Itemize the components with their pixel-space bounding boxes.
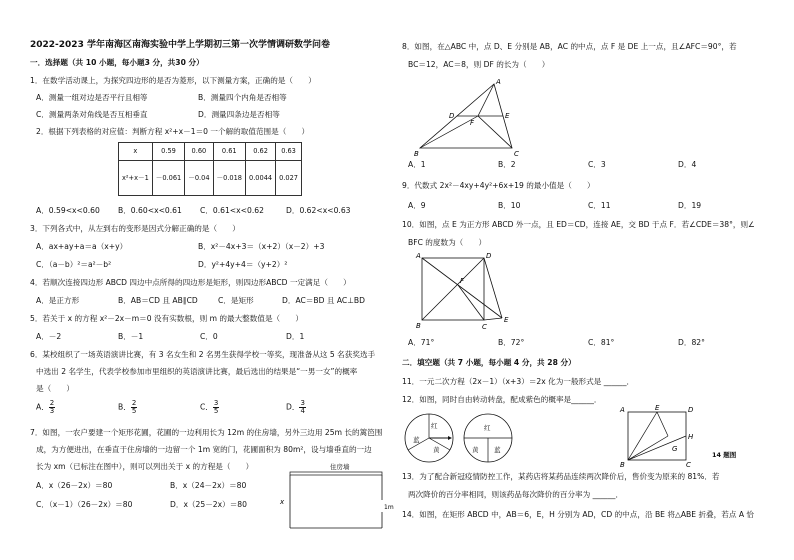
sector-blue-label: 蓝: [413, 436, 420, 444]
q3-stem: 3．下列各式中，从左到右的变形是因式分解正确的是（ ）: [30, 224, 240, 233]
q5-option-c: C．0: [200, 332, 218, 341]
q1-option-c: C．测量两条对角线是否互相垂直: [36, 110, 148, 119]
fraction: $\frac{2}{3}$: [49, 399, 55, 415]
q8-option-b: B．2: [498, 160, 516, 169]
point-g-label: G: [672, 445, 678, 453]
q4-option-b: B．AB＝CD 且 AB∥CD: [118, 296, 198, 305]
door-label: 1m: [384, 504, 394, 511]
point-a-label: A: [416, 252, 421, 260]
q2-option-c: C．0.61<x<0.62: [200, 206, 264, 215]
q13-line1: 13．为了配合新冠疫情防控工作，某药店将某药品连续两次降价后，售价变为原来的 81%．若: [402, 472, 720, 481]
q14-rectangle-figure: [620, 406, 700, 468]
q8-triangle-figure: [414, 78, 524, 158]
q5-option-d: D．1: [286, 332, 305, 341]
sector-red-label: 红: [484, 424, 491, 432]
table-cell: 0.59: [152, 143, 184, 161]
q7-option-c: C．（x－1）（26－2x）＝80: [36, 500, 133, 509]
q7-option-a: A．x（26－2x）＝80: [36, 481, 113, 490]
point-c-label: C: [514, 150, 519, 158]
table-cell: －0.04: [185, 161, 213, 196]
table-cell: 0.60: [185, 143, 213, 161]
q7-line1: 7．如图，一农户要建一个矩形花圃，花圃的一边利用长为 12m 的住房墙，另外三边用 25m 长的篱笆围: [30, 428, 383, 437]
point-e-label: E: [504, 316, 509, 324]
q5-option-b: B．－1: [118, 332, 144, 341]
page-title: 2022-2023 学年南海区南海实验中学上学期初三第一次学情调研数学问卷: [30, 40, 330, 50]
point-d-label: D: [449, 112, 455, 120]
q9-option-c: C．11: [588, 201, 611, 210]
q5-stem: 5．若关于 x 的方程 x²－2x－m＝0 没有实数根，则 m 的最大整数值是（ ）: [30, 314, 303, 323]
table-cell: 0.027: [276, 161, 302, 196]
section-choice-heading: 一．选择题（共 10 小题，每小题3 分，共30 分）: [30, 58, 204, 67]
q8-option-d: D．4: [678, 160, 697, 169]
point-b-label: B: [416, 322, 421, 330]
table-cell: x: [119, 143, 153, 161]
q10-option-c: C．81°: [588, 338, 615, 347]
q4-option-d: D．AC＝BD 且 AC⊥BD: [282, 296, 365, 305]
q9-option-d: D．19: [678, 201, 702, 210]
point-a-label: A: [620, 406, 625, 414]
q10-option-b: B．72°: [498, 338, 525, 347]
q7-garden-figure: [278, 462, 394, 532]
q9-option-a: A．9: [408, 201, 426, 210]
q4-option-c: C．是矩形: [218, 296, 254, 305]
point-c-label: C: [482, 323, 487, 331]
q7-option-d: D．x（25－2x）＝80: [170, 500, 247, 509]
q14-figure-caption: 14 题图: [712, 451, 737, 459]
q1-option-a: A．测量一组对边是否平行且相等: [36, 93, 148, 102]
point-b-label: B: [414, 150, 419, 158]
q4-stem: 4．若顺次连接四边形 ABCD 四边中点所得的四边形是矩形，则四边形ABCD 一定满足（ ）: [30, 278, 351, 287]
point-h-label: H: [688, 433, 694, 441]
table-cell: 0.61: [213, 143, 245, 161]
q6-line3: 是（ ）: [36, 384, 74, 393]
q8-line1: 8．如图，在△ABC 中，点 D、E 分别是 AB，AC 的中点，点 F 是 DE 上一点，且∠AFC＝90°，若: [402, 42, 737, 51]
q3-option-c: C．（a－b）²＝a²－b²: [36, 260, 112, 269]
q6-option-c: C． $\frac{3}{5}$: [200, 399, 219, 415]
q3-option-a: A．ax+ay+a＝a（x+y）: [36, 242, 128, 251]
q6-line1: 6．某校组织了一场英语演讲比赛，有 3 名女生和 2 名男生获得学校一等奖，现准备从这 5 名获奖选手: [30, 350, 376, 359]
section-fill-heading: 二．填空题（共 7 小题，每小题 4 分，共 28 分）: [402, 358, 576, 367]
q10-option-d: D．82°: [678, 338, 705, 347]
q1-stem: 1．在数学活动课上，为探究四边形的是否为菱形，以下测量方案，正确的是（ ）: [30, 76, 316, 85]
q9-option-b: B．10: [498, 201, 521, 210]
q7-line2: 成，为方便进出，在垂直于住房墙的一边留一个 1m 宽的门，花圃面积为 80m²，设与墙垂直的一边: [36, 445, 372, 454]
q6-option-a: A． $\frac{2}{3}$: [36, 399, 55, 415]
q3-option-d: D．y²+4y+4＝（y+2）²: [198, 260, 288, 269]
point-e-label: E: [505, 112, 510, 120]
q3-option-b: B．x²－4x+3＝（x+2）（x－2）+3: [198, 242, 325, 251]
q8-line2: BC＝12，AC＝8，则 DF 的长为（ ）: [408, 60, 550, 69]
table-cell: －0.061: [152, 161, 184, 196]
point-f-label: F: [460, 277, 465, 285]
point-d-label: D: [688, 406, 694, 414]
q10-line2: BFC 的度数为（ ）: [408, 238, 487, 247]
table-cell: 0.0044: [246, 161, 276, 196]
sector-blue-label: 蓝: [494, 446, 501, 454]
point-a-label: A: [496, 78, 501, 86]
q4-option-a: A．是正方形: [36, 296, 80, 305]
q10-option-a: A．71°: [408, 338, 435, 347]
q2-stem: 2．根据下列表格的对应值：判断方程 x²+x－1＝0 一个解的取值范围是（ ）: [36, 127, 310, 136]
q13-line2: 两次降价的百分率相同，则该药品每次降价的百分率为 ______．: [408, 490, 624, 499]
x-label: x: [280, 498, 285, 506]
point-d-label: D: [486, 252, 492, 260]
q6-line2: 中选出 2 名学生，代表学校参加市里组织的英语演讲比赛，最后选出的结果是“一男一女”的概率: [36, 367, 358, 376]
table-cell: 0.62: [246, 143, 276, 161]
q8-option-a: A．1: [408, 160, 426, 169]
table-cell: －0.018: [213, 161, 245, 196]
q2-value-table: [118, 142, 302, 196]
q1-option-b: B．测量四个内角是否相等: [198, 93, 287, 102]
q6-option-b: B． $\frac{2}{5}$: [118, 399, 137, 415]
q2-option-a: A．0.59<x<0.60: [36, 206, 100, 215]
sector-yellow-label: 黄: [433, 446, 440, 454]
q11-stem: 11．一元二次方程（2x－1）（x+3）＝2x 化为一般形式是 ______．: [402, 377, 635, 386]
fraction: $\frac{3}{4}$: [300, 399, 305, 415]
table-cell: x²+x－1: [119, 161, 153, 196]
q12-spinner-figure: [404, 408, 514, 468]
fraction: $\frac{2}{5}$: [131, 399, 137, 415]
table-row: [119, 143, 302, 161]
q2-option-b: B．0.60<x<0.61: [118, 206, 182, 215]
q9-stem: 9．代数式 2x²－4xy+4y²+6x+19 的最小值是（ ）: [402, 181, 595, 190]
point-b-label: B: [620, 461, 625, 469]
q5-option-a: A．－2: [36, 332, 62, 341]
q14-stem: 14．如图，在矩形 ABCD 中，AB＝6，E，H 分别为 AD，CD 的中点，沿 BE 将△ABE 折叠，若点 A 恰: [402, 510, 755, 519]
sector-yellow-label: 黄: [472, 446, 479, 454]
q12-stem: 12．如图，同时自由转动转盘，配成紫色的概率是______．: [402, 395, 602, 404]
sector-red-label: 红: [431, 422, 438, 430]
q10-line1: 10．如图，点 E 为正方形 ABCD 外一点，且 ED＝CD，连接 AE，交 BD 于点 F．若∠CDE＝38°，则∠: [402, 220, 755, 229]
q7-line3: 长为 xm（已标注在图中），则可以列出关于 x 的方程是（ ）: [36, 462, 254, 471]
table-cell: 0.63: [276, 143, 302, 161]
q8-option-c: C．3: [588, 160, 606, 169]
table-row: [119, 161, 302, 196]
point-f-label: F: [470, 119, 475, 127]
point-c-label: C: [686, 461, 691, 469]
q7-option-b: B．x（24－2x）＝80: [170, 481, 247, 490]
q2-option-d: D．0.62<x<0.63: [286, 206, 351, 215]
wall-label: 住房墙: [330, 463, 350, 471]
q10-square-figure: [416, 252, 516, 332]
q1-option-d: D．测量四条边是否相等: [198, 110, 280, 119]
fraction: $\frac{3}{5}$: [213, 399, 219, 415]
q6-option-d: D． $\frac{3}{4}$: [286, 399, 305, 415]
point-e-label: E: [655, 404, 660, 412]
